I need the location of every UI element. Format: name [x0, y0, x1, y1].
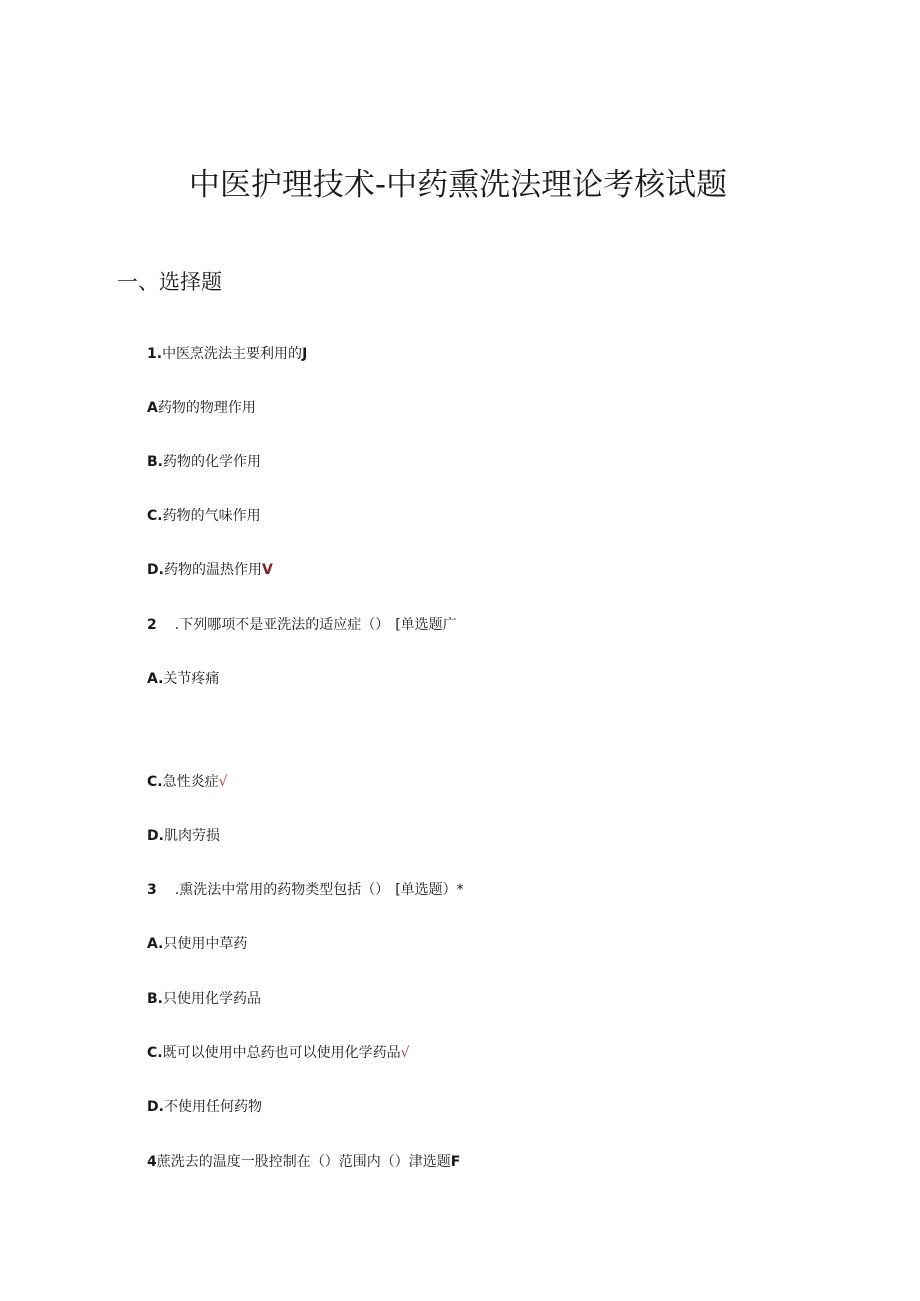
question-type-tag: [单选题广	[395, 617, 457, 633]
question-mark: J	[302, 346, 308, 362]
option-letter: A	[147, 400, 158, 416]
option-2d	[147, 825, 220, 847]
question-2	[147, 614, 457, 636]
option-text: 不使用任何药物	[163, 1099, 262, 1115]
question-number: 3	[147, 882, 157, 898]
option-1a	[147, 397, 256, 419]
question-4	[147, 1151, 460, 1173]
document-title: 中医护理技术-中药熏洗法理论考核试题	[188, 167, 728, 203]
option-3b	[147, 988, 261, 1010]
option-letter: C.	[147, 1045, 163, 1061]
option-2c	[147, 771, 228, 793]
question-number: 1.	[147, 346, 163, 362]
option-text: 只使用中草药	[163, 936, 248, 952]
option-letter: D.	[147, 562, 164, 578]
question-type-tag: [单选题）*	[395, 882, 464, 898]
option-text: 药物的化学作用	[163, 454, 261, 470]
answer-check-mark: √	[218, 774, 228, 790]
option-text: 只使用化学药品	[163, 991, 261, 1007]
question-text: 蔗洗去的温度一股控制在（）范围内（）	[156, 1154, 409, 1170]
option-2a	[147, 668, 219, 690]
question-text: 中医烹洗法主要利用的	[162, 346, 303, 362]
option-text: 药物的温热作用	[163, 562, 262, 578]
option-3d	[147, 1096, 262, 1118]
question-1	[147, 343, 307, 365]
option-text: 肌肉劳损	[163, 828, 220, 844]
question-type-tag: 津选题	[408, 1154, 451, 1170]
option-text: 既可以使用中总药也可以使用化学药品	[162, 1045, 401, 1061]
question-text: .熏洗法中常用的药物类型包括（）	[174, 882, 390, 898]
question-number: 4	[147, 1154, 157, 1170]
option-text: 药物的气味作用	[162, 508, 261, 524]
option-letter: B.	[147, 991, 163, 1007]
option-letter: B.	[147, 454, 163, 470]
option-3a	[147, 933, 247, 955]
option-1c	[147, 505, 261, 527]
option-letter: D.	[147, 828, 164, 844]
option-text: 药物的物理作用	[157, 400, 256, 416]
option-letter: D.	[147, 1099, 164, 1115]
section-heading: 一、选择题	[117, 270, 222, 294]
question-mark: F	[450, 1154, 461, 1170]
option-1b	[147, 451, 261, 473]
option-text: 急性炎症	[162, 774, 219, 790]
option-1d	[147, 559, 273, 581]
answer-check-mark: √	[400, 1045, 410, 1061]
option-letter: C.	[147, 774, 163, 790]
option-text: 关节疼痛	[163, 671, 220, 687]
option-letter: A.	[147, 936, 164, 952]
question-number: 2	[147, 617, 157, 633]
option-3c	[147, 1042, 410, 1064]
answer-check-mark: V	[261, 562, 273, 578]
option-letter: A.	[147, 671, 164, 687]
question-3	[147, 879, 464, 901]
question-text: .下列哪项不是亚洗法的适应症（）	[174, 617, 390, 633]
option-letter: C.	[147, 508, 163, 524]
